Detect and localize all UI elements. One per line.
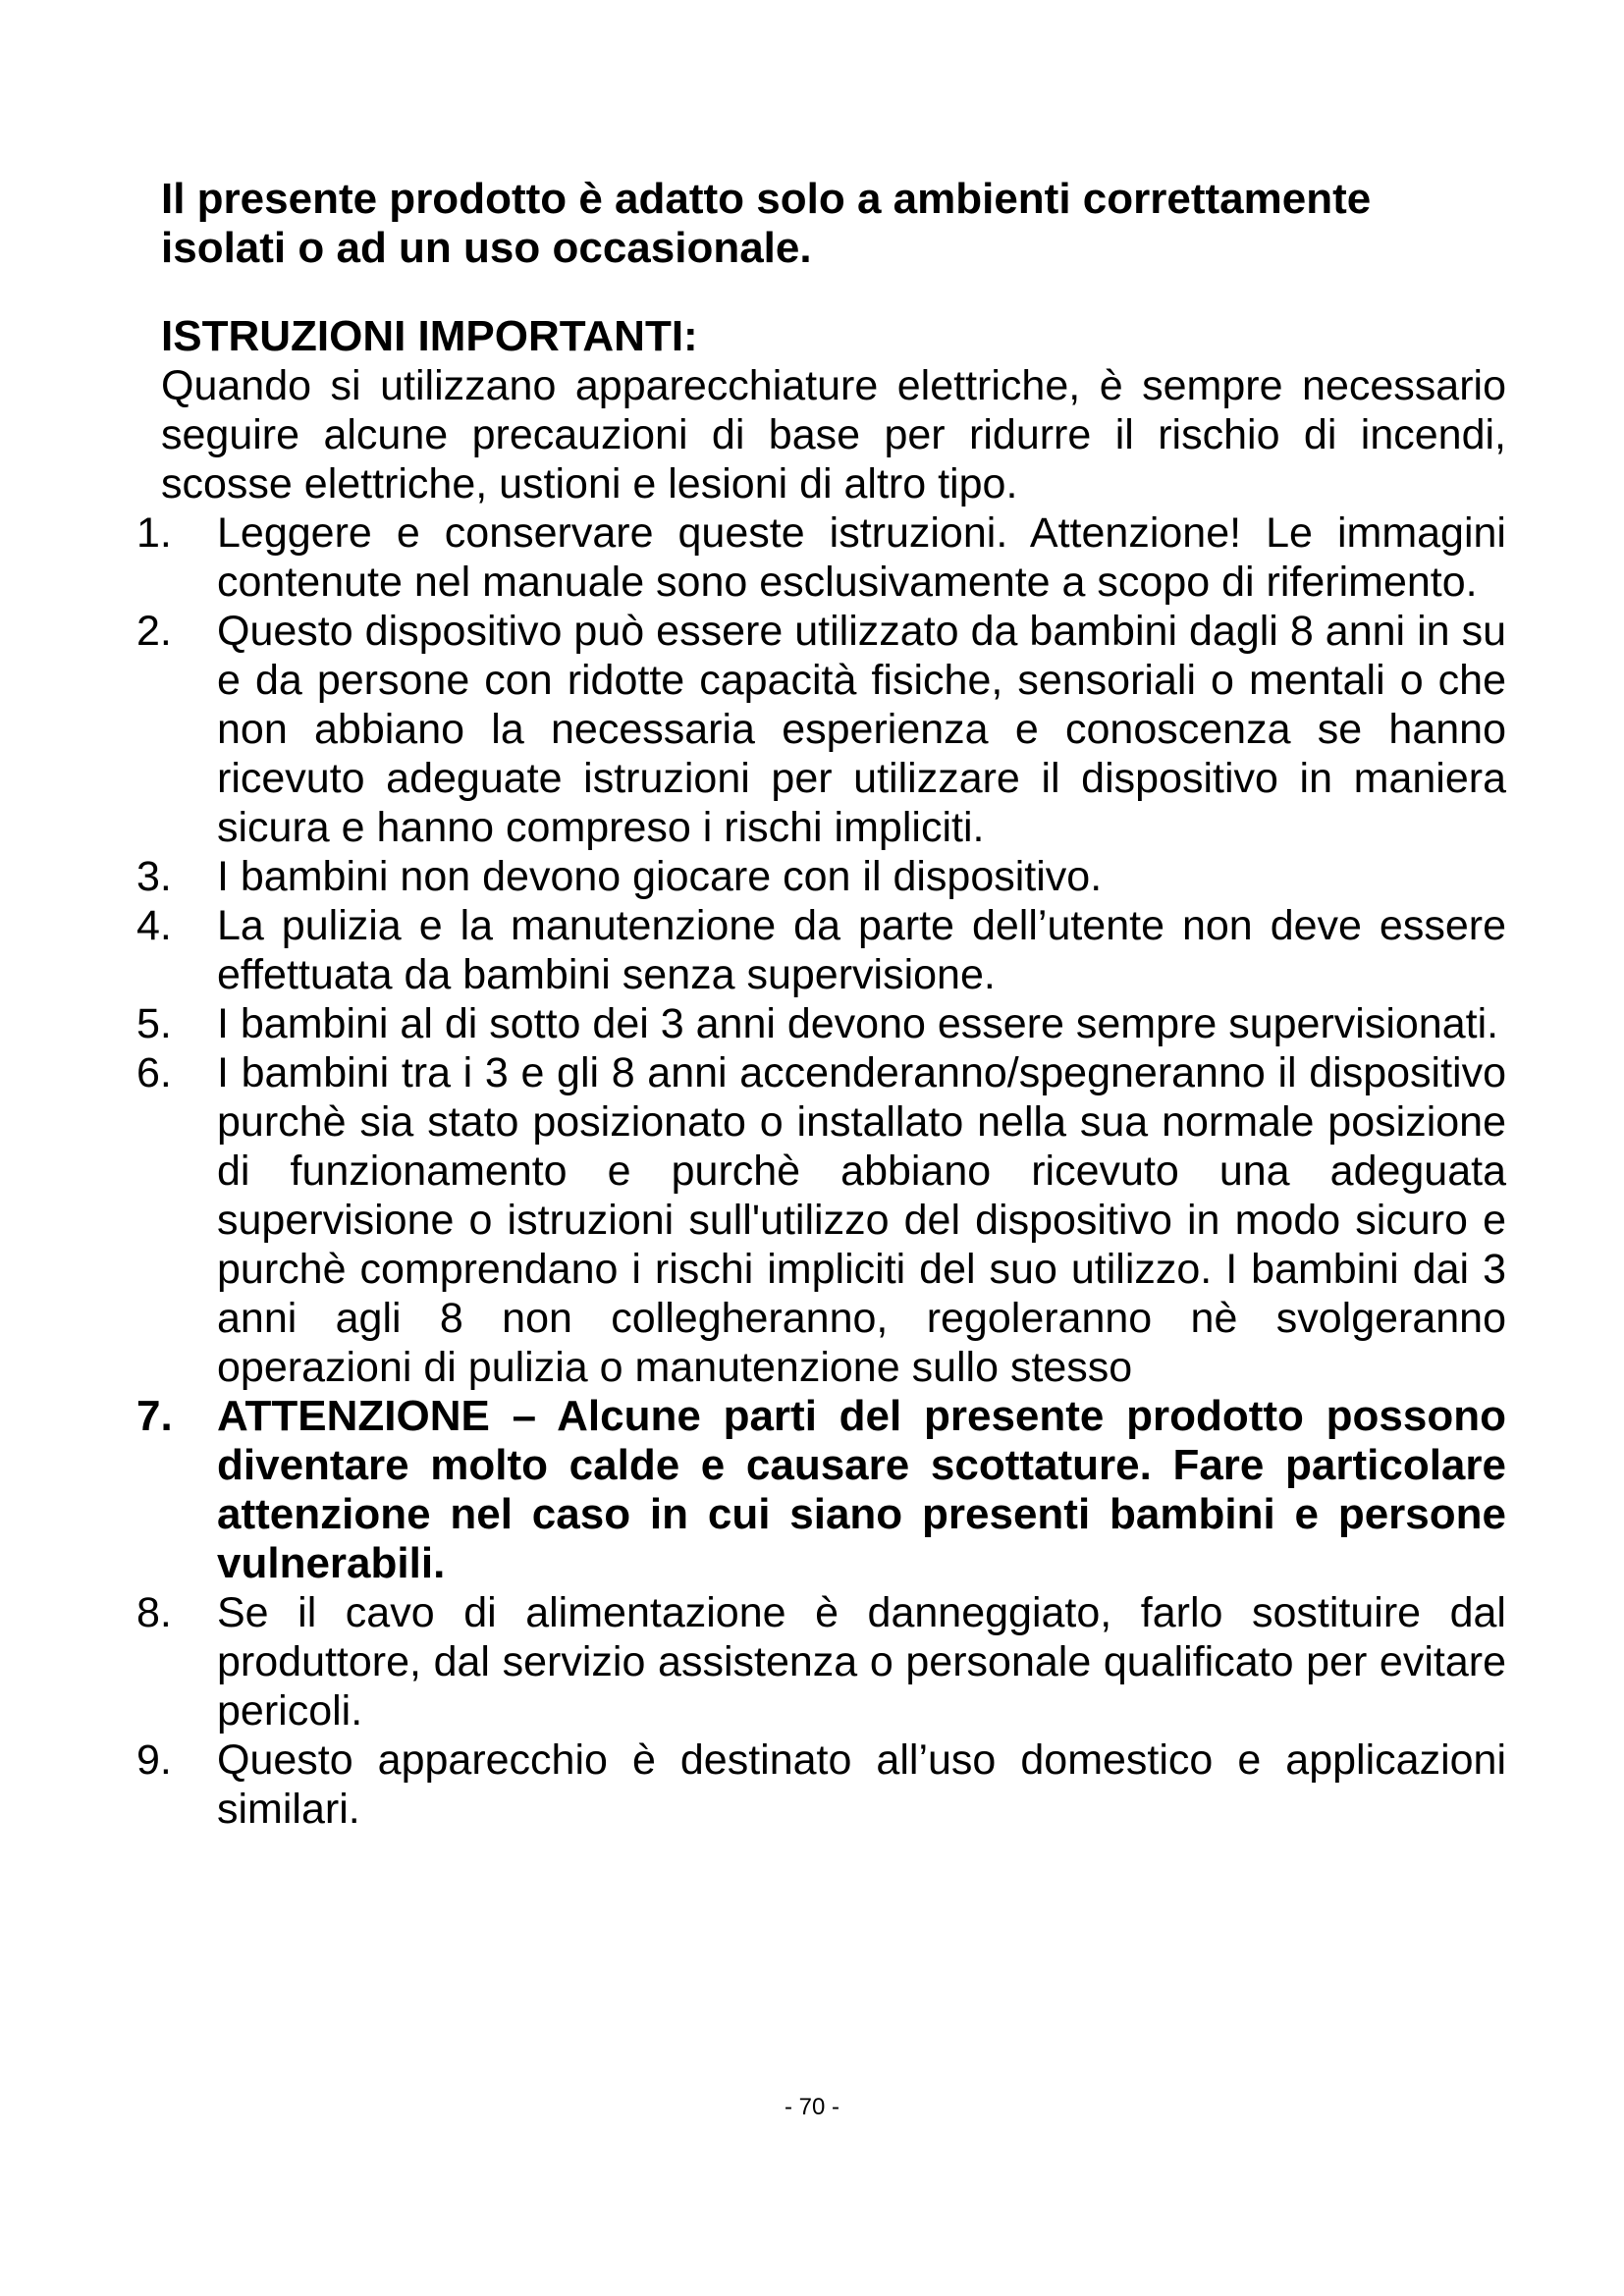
item-text: ATTENZIONE – Alcune parti del presente prodotto possono diventare molto calde e causare scottature. Fare particolare attenzione nel caso in cui siano presenti bambini e persone vulnerabili. (217, 1392, 1506, 1587)
list-item (136, 852, 1506, 901)
list-item (136, 1735, 1506, 1834)
page-number: - 70 - (784, 2094, 839, 2120)
item-number: 2. (136, 608, 172, 655)
list-item (136, 1048, 1506, 1392)
list-item (136, 508, 1506, 607)
item-number: 4. (136, 902, 172, 949)
item-number: 7. (136, 1392, 173, 1440)
item-number: 5. (136, 1000, 172, 1047)
list-item (136, 999, 1506, 1048)
item-text: Questo dispositivo può essere utilizzato da bambini dagli 8 anni in su e da persone con ridotte capacità fisiche, sensoriali o mentali o che non abbiano la necessaria esperienza e conoscenza se hanno ricevuto adeguate istruzioni per utilizzare il dispositivo in maniera sicura e hanno compreso i rischi impliciti. (217, 608, 1506, 851)
item-text: I bambini non devono giocare con il dispositivo. (217, 853, 1103, 900)
list-item (136, 607, 1506, 852)
item-text: La pulizia e la manutenzione da parte dell’utente non deve essere effettuata da bambini senza supervisione. (217, 902, 1506, 998)
item-number: 3. (136, 853, 172, 900)
item-number: 8. (136, 1589, 172, 1636)
instructions-list (136, 508, 1506, 1834)
manual-page (136, 175, 1506, 1834)
item-number: 1. (136, 509, 172, 557)
item-text: Questo apparecchio è destinato all’uso domestico e applicazioni similari. (217, 1736, 1506, 1833)
item-text: Leggere e conservare queste istruzioni. Attenzione! Le immagini contenute nel manuale sono esclusivamente a scopo di riferimento. (217, 509, 1506, 606)
item-text: I bambini al di sotto dei 3 anni devono essere sempre supervisionati. (217, 1000, 1499, 1047)
item-number: 6. (136, 1049, 172, 1096)
item-text: I bambini tra i 3 e gli 8 anni accenderanno/spegneranno il dispositivo purchè sia stato posizionato o installato nella sua normale posizione di funzionamento e purchè abbiano ricevuto una adeguata supervisione o istruzioni sull'utilizzo del dispositivo in modo sicuro e purchè comprendano i rischi impliciti del suo utilizzo. I bambini dai 3 anni agli 8 non collegheranno, regoleranno nè svolgeranno operazioni di pulizia o manutenzione sullo stesso (217, 1049, 1506, 1391)
item-number: 9. (136, 1736, 172, 1784)
section-heading: ISTRUZIONI IMPORTANTI: (161, 312, 698, 360)
warning-list-item (136, 1392, 1506, 1588)
item-text: Se il cavo di alimentazione è danneggiato, farlo sostituire dal produttore, dal servizio assistenza o personale qualificato per evitare pericoli. (217, 1589, 1506, 1735)
list-item (136, 1588, 1506, 1735)
list-item (136, 901, 1506, 999)
intro-warning: Il presente prodotto è adatto solo a ambienti correttamente isolati o ad un uso occasionale. (161, 175, 1372, 272)
intro-paragraph: Quando si utilizzano apparecchiature elettriche, è sempre necessario seguire alcune precauzioni di base per ridurre il rischio di incendi, scosse elettriche, ustioni e lesioni di altro tipo. (161, 362, 1506, 507)
